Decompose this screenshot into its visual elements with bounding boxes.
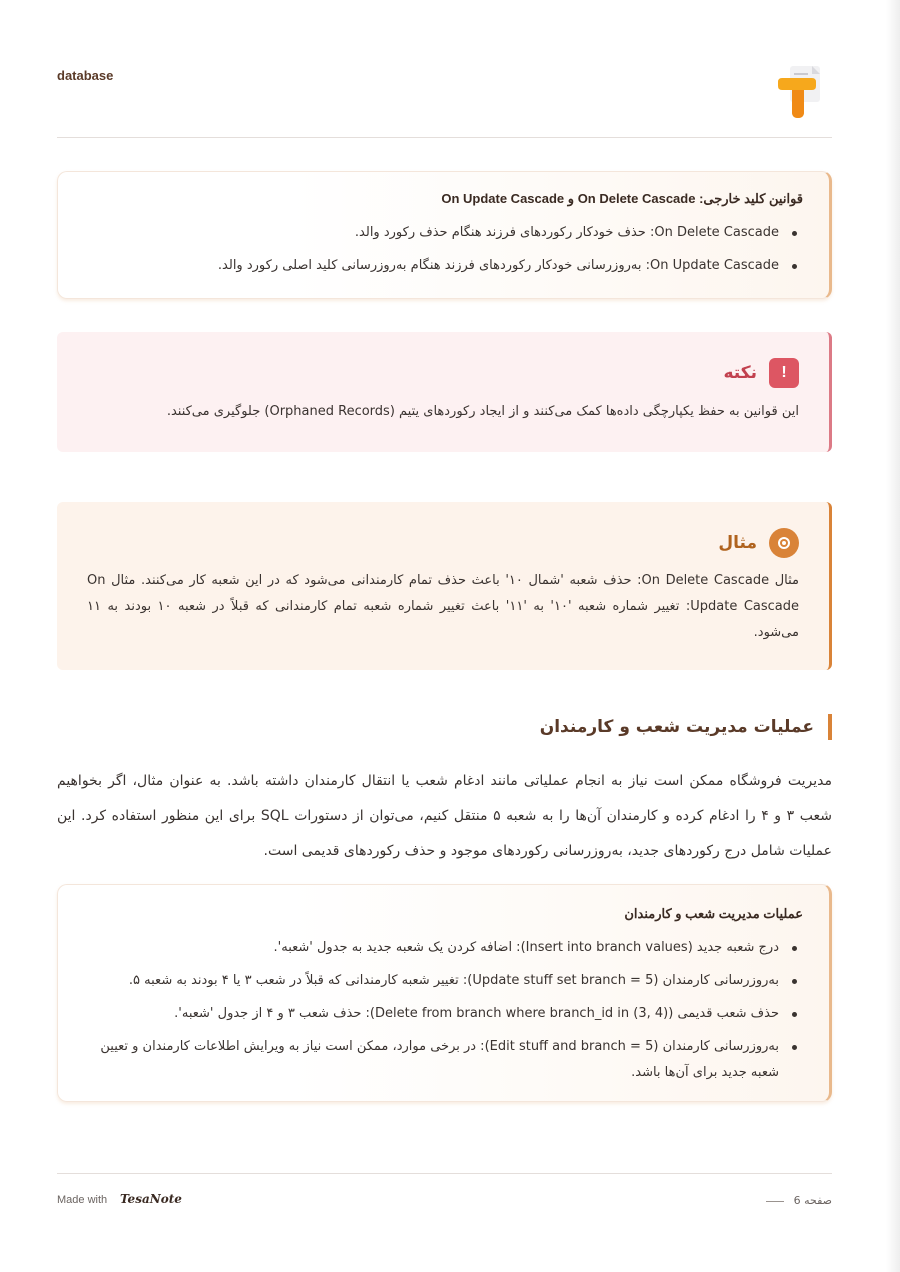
note-header [723,358,799,388]
document-title: database [57,68,114,83]
list-item: به‌روزرسانی کارمندان (Update stuff set branch = 5): تغییر شعبه کارمندانی که قبلاً در شعب ۳ یا ۴ بودند به شعبه ۵. [82,968,801,994]
callout-title: عملیات مدیریت شعب و کارمندان [624,906,803,921]
branch-operations-callout [57,884,832,1102]
page-edge-shadow [886,0,900,1272]
target-icon [769,528,799,558]
list-item: حذف شعب قدیمی (Delete from branch where branch_id in (3, 4)): حذف شعب ۳ و ۴ از جدول 'شعبه'. [82,1001,801,1027]
exclamation-icon: ! [769,358,799,388]
list-item: درج شعبه جدید (Insert into branch values): اضافه کردن یک شعبه جدید به جدول 'شعبه'. [82,935,801,961]
page-number-dash [766,1201,784,1202]
note-heading: نکته [723,363,757,383]
example-text: مثال On Delete Cascade: حذف شعبه 'شمال ۱۰' باعث حذف تمام کارمندانی می‌شود که در این شعبه کار می‌کنند. مثال On Update Cascade: تغییر شماره شعبه '۱۰' به '۱۱' باعث تغییر شماره شعبه تمام کارمندانی که قبلاً در شعبه ۱۰ بودند به ۱۱ می‌شود. [87,573,800,640]
tesanote-logo-icon [776,64,828,120]
list-item: On Update Cascade: به‌روزرسانی خودکار رکوردهای فرزند هنگام به‌روزرسانی کلید اصلی رکورد والد. [82,253,801,279]
callout-list [82,935,801,1086]
example-callout [57,502,832,670]
foreign-key-rules-callout [57,171,832,299]
made-with-label: Made with [57,1194,108,1206]
note-callout [57,332,832,452]
header-divider [57,137,832,138]
callout-title: قوانین کلید خارجی: On Delete Cascade و On Update Cascade [441,191,803,206]
footer-divider [57,1173,832,1174]
callout-list [82,220,801,279]
page-number [766,1194,832,1207]
page-number-label: صفحه 6 [793,1194,832,1207]
brand-logo: TesaNote [120,1192,182,1206]
list-item: به‌روزرسانی کارمندان (Edit stuff and branch = 5): در برخی موارد، ممکن است نیاز به ویرایش اطلاعات کارمندان و تعیین شعبه جدید برای آن‌ها باشد. [82,1034,801,1086]
note-text: این قوانین به حفظ یکپارچگی داده‌ها کمک می‌کنند و از ایجاد رکوردهای یتیم (Orphaned Records) جلوگیری می‌کنند. [166,404,799,419]
example-header [718,528,799,558]
section-paragraph: مدیریت فروشگاه ممکن است نیاز به انجام عملیاتی مانند ادغام شعب یا انتقال کارمندان داشته باشد. به عنوان مثال، اگر بخواهیم شعب ۳ و ۴ را ادغام کرده و کارمندان آن‌ها را به شعبه ۵ منتقل کنیم، می‌توان از دستورات SQL برای این منظور استفاده کرد. این عملیات شامل درج رکوردهای جدید، به‌روزرسانی رکوردهای موجود و حذف رکوردهای قدیمی است. [57,773,833,859]
example-heading: مثال [718,533,757,553]
list-item: On Delete Cascade: حذف خودکار رکوردهای فرزند هنگام حذف رکورد والد. [82,220,801,246]
section-heading: عملیات مدیریت شعب و کارمندان [540,714,832,740]
